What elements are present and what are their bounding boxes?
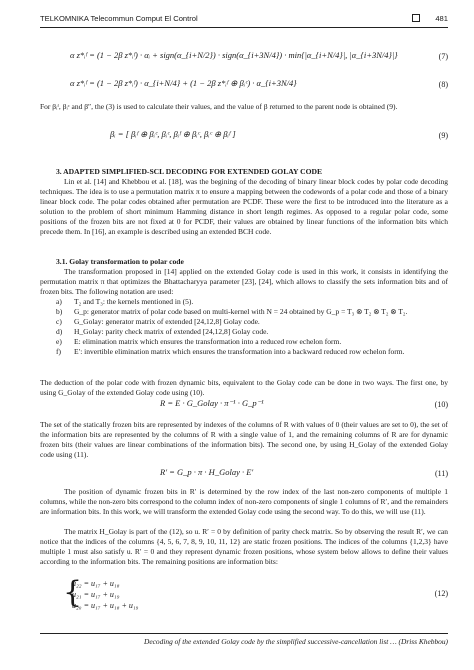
equation-8-number: (8)	[438, 80, 448, 89]
equation-11: R′ = G_p · π · H_Golay · E′	[160, 467, 254, 477]
set-paragraph: The set of the statically frozen bits are represented by indexes of the columns of R with values of 0 (their values are set to 0), the set of the information bits are represented by the columns of R with a single value of 1, and the remaining columns of R are for dynamic frozen bits (their values are linear combinations of the information bits). The second one, by using H_Golay of the extended Golay code using (11).	[40, 420, 448, 459]
list-item: e) E: elimination matrix which ensures the transformation into a reduced row echelon form.	[56, 337, 342, 346]
section-3-1-heading: 3.1. Golay transformation to polar code	[56, 257, 184, 266]
list-item: f) E′: invertible elimination matrix which ensures the transformation into a backward reduced row echelon form.	[56, 347, 405, 356]
list-item: c) G_Golay: generator matrix of extended [24,12,8] Golay code.	[56, 317, 260, 326]
equation-10-number: (10)	[434, 400, 448, 409]
equation-10: R = E · G_Golay · π⁻¹ · G_p⁻¹	[160, 398, 264, 408]
equation-9: βᵢ = [ βᵢᶠ ⊕ βᵢᶜ, βᵢᶜ, βᵢᶠ ⊕ βᵢᶜ, βᵢᶜ ⊕ βᵢᶠ ]	[110, 129, 236, 139]
list-item: d) H_Golay: parity check matrix of extended [24,12,8] Golay code.	[56, 327, 269, 336]
equation-12-line-2: u₂₁ = u₁₇ + u₁₉	[72, 590, 120, 599]
intro-paragraph: For βᵢᶠ, βᵢᶜ and β″, the (3) is used to calculate their values, and the value of β returned to the parent node is obtained (9).	[40, 102, 398, 111]
equation-12-number: (12)	[434, 589, 448, 598]
equation-11-number: (11)	[434, 469, 448, 478]
page-number: 481	[435, 14, 448, 23]
notation-list	[56, 297, 448, 367]
section-3-heading: 3. ADAPTED SIMPLIFIED-SCL DECODING FOR EXTENDED GOLAY CODE	[56, 167, 323, 176]
header-rule	[40, 27, 448, 28]
running-footer: Decoding of the extended Golay code by the simplified successive-cancellation list … (Driss Khebbou)	[144, 637, 448, 646]
list-item: b) G_p: generator matrix of polar code based on multi-kernel with N = 24 obtained by G_p = T₃ ⊗ T₂ ⊗ T₂ ⊗ T₂.	[56, 307, 408, 316]
equation-7: α z*ᵢᶠ = (1 − 2β z*ᵢᶠ) · αᵢ + sign(α_{i+N/2}) · sign(α_{i+3N/4}) · min{|α_{i+N/4}|, |α_{i+3N/4}|}	[70, 50, 398, 60]
journal-title: TELKOMNIKA Telecommun Comput El Control	[40, 14, 198, 23]
section-3-paragraph: Lin et al. [14] and Khebbou et al. [18], was the begining of the decoding of binary linear block codes by polar code decoding techniques. The idea is to use a permutation matrix π to ensure a mapping between the codewords of a polar code and those of a binary linear block code. The polar codes obtained after permutation are PCDF. These were the first to be introduced into the literature as a solution to the problem of short minimum Hamming distance in short length regimes. As opposed to a regular polar code, some positions of the frozen bits are not fixed at 0 for PCDF, their values are obtained by linear functions of the information bits which precede them. In [16], an example is described using an extended BCH code.	[40, 177, 448, 236]
section-3-1-paragraph: The transformation proposed in [14] applied on the extended Golay code is used in this work, it consists in identifying the permutation matrix π that optimizes the Bhattacharyya parameter [23], [24], which allows to classify the sets information bits and of frozen bits. The following notation are used:	[40, 267, 448, 296]
running-header	[40, 12, 448, 26]
list-item: a) T₂ and T₃: the kernels mentioned in (5).	[56, 297, 194, 306]
equation-7-number: (7)	[438, 52, 448, 61]
matrix-paragraph: The matrix H_Golay is part of the (12), so u. R′ = 0 by definition of parity check matrix. So by observing the result R′, we can notice that the indices of the columns {4, 5, 6, 7, 8, 9, 10, 11, 12} are static frozen positions. The indices of the columns {1,2,3} have multiple 1 must also satisfy u. R′ = 0 and they represent dynamic frozen positions, whose system below allows to define their values according to the information bits. The remaining positions are information bits:	[40, 527, 448, 566]
footer-rule	[40, 633, 448, 634]
square-icon	[412, 14, 420, 22]
equation-9-number: (9)	[438, 131, 448, 140]
equation-12-line-3: u₂₀ = u₁₇ + u₁₈ + u₁₉	[72, 601, 139, 610]
equation-12-line-1: u₂₂ = u₁₇ + u₁₈	[72, 579, 120, 588]
position-paragraph: The position of dynamic frozen bits in R′ is determined by the row index of the last non-zero components of multiple 1 columns, while the non-zero bits correspond to the column index of non-zero components of single 1 columns of R′, and the remainders are information bits. In this work, we will transform the extended Golay code using the second way. To do this, we will use (11).	[40, 487, 449, 516]
deduction-paragraph: The deduction of the polar code with frozen dynamic bits, equivalent to the Golay code can be done in two ways. The first one, by using G_Golay of the extended Golay code using (10).	[40, 378, 448, 397]
left-brace-icon: {	[63, 575, 83, 610]
equation-8: α z*ᵢᶠ = (1 − 2β z*ᵢᶠ) · α_{i+N/4} + (1 − 2β z*ᵢᶠ ⊕ βᵢᶜ) · α_{i+3N/4}	[70, 78, 297, 88]
